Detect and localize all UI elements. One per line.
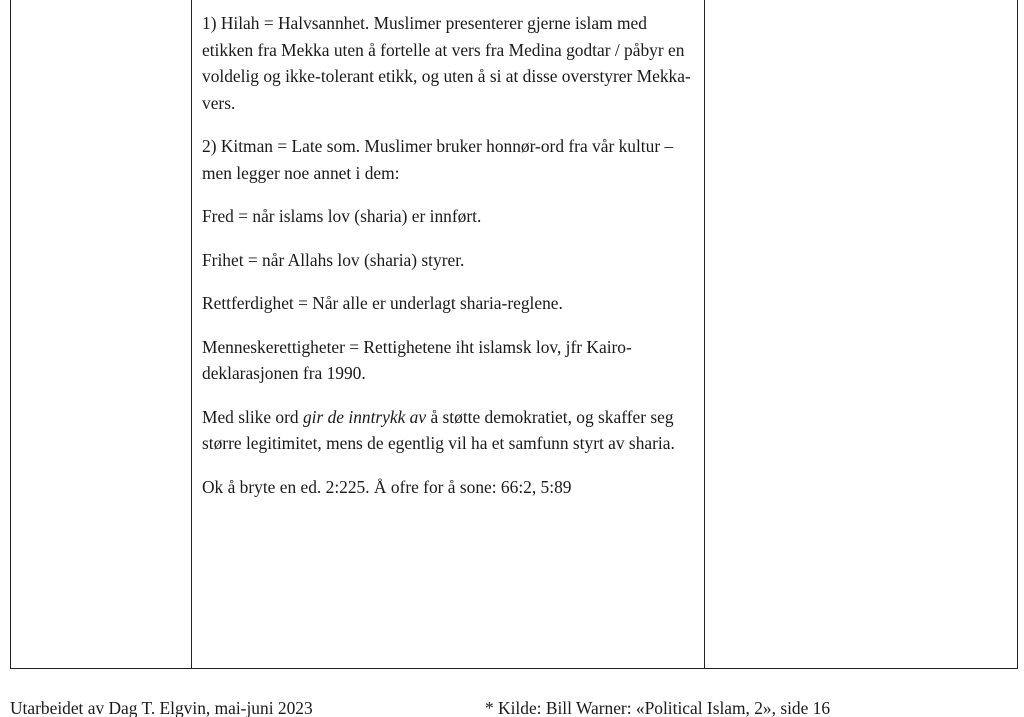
- paragraph-slike-ord: [202, 404, 694, 457]
- footer-author: Utarbeidet av Dag T. Elgvin, mai-juni 2023: [10, 698, 313, 717]
- table-right-column: [705, 0, 1017, 668]
- paragraph-ed: Ok å bryte en ed. 2:225. Å ofre for å sone: 66:2, 5:89: [202, 476, 572, 497]
- content-table: [10, 0, 1018, 669]
- paragraph-fred: Fred = når islams lov (sharia) er innført.: [202, 206, 482, 226]
- paragraph-rettferdighet: Rettferdighet = Når alle er underlagt sharia-reglene.: [202, 293, 563, 313]
- paragraph-slike-ord-post: å støtte demokratiet, og skaffer seg større legitimitet, mens de egentlig vil ha et samfunn styrt av sharia.: [202, 406, 675, 453]
- paragraph-hilah: 1) Hilah = Halvsannhet. Muslimer presenterer gjerne islam med etikken fra Mekka uten å fortelle at vers fra Medina godtar / påbyr en voldelig og ikke-tolerant etikk, og uten å si at disse overstyrer Mekka-vers.: [202, 13, 691, 113]
- table-left-column: [11, 0, 192, 668]
- paragraph-kitman: 2) Kitman = Late som. Muslimer bruker honnør-ord fra vår kultur – men legger noe annet i dem:: [202, 136, 674, 183]
- paragraph-frihet: Frihet = når Allahs lov (sharia) styrer.: [202, 249, 465, 270]
- footer-source: * Kilde: Bill Warner: «Political Islam, 2», side 16: [485, 698, 831, 717]
- paragraph-slike-ord-italic: gir de inntrykk av: [302, 406, 427, 427]
- paragraph-slike-ord-pre: Med slike ord: [202, 406, 303, 427]
- table-middle-column: [192, 0, 705, 668]
- paragraph-menneskerettigheter: Menneskerettigheter = Rettighetene iht islamsk lov, jfr Kairo-deklarasjonen fra 1990.: [202, 336, 632, 383]
